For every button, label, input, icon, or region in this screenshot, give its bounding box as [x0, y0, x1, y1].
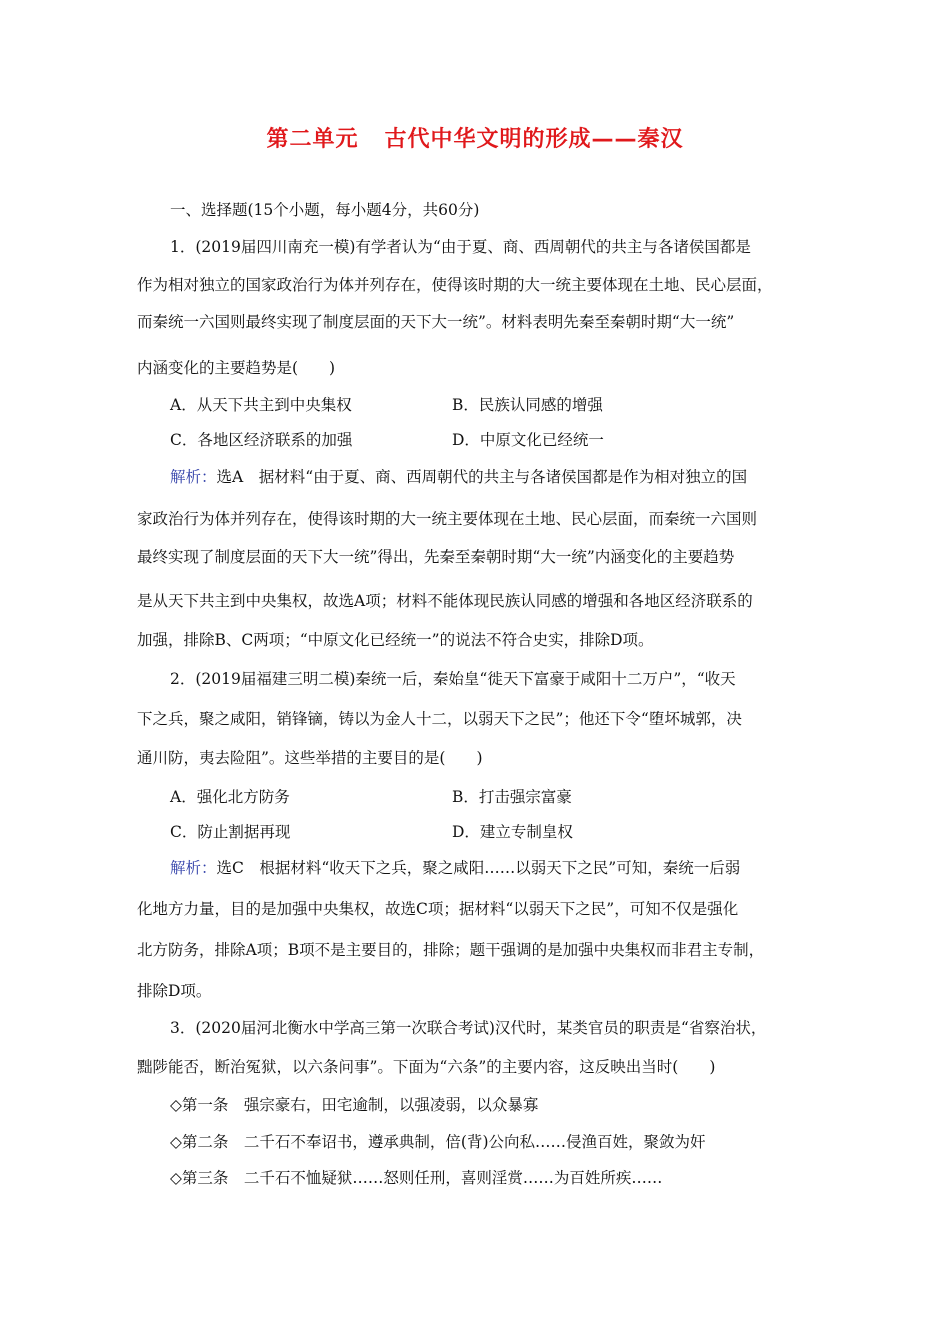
q3-item-1: ◇第一条 强宗豪右，田宅逾制，以强凌弱，以众暴寡 [170, 1096, 539, 1114]
q1-option-c: C．各地区经济联系的加强 [170, 431, 353, 449]
page-title [0, 122, 950, 153]
q1-analysis-line-2: 家政治行为体并列存在，使得该时期的大一统主要体现在土地、民心层面，而秦统一六国则 [137, 510, 758, 528]
q2-option-d: D．建立专制皇权 [452, 823, 573, 841]
section-heading: 一、选择题(15个小题，每小题4分，共60分) [170, 201, 480, 219]
q1-analysis-line-4: 是从天下共主到中央集权，故选A项；材料不能体现民族认同感的增强和各地区经济联系的 [137, 592, 753, 610]
q3-item-3: ◇第三条 二千石不恤疑狱……怒则任刑，喜则淫赏……为百姓所疾…… [170, 1169, 663, 1187]
q3-line-1: 3．(2020届河北衡水中学高三第一次联合考试)汉代时，某类官员的职责是“省察治状， [170, 1019, 767, 1037]
q1-analysis-label: 解析： [170, 468, 217, 486]
q1-analysis-text: 选A 据材料“由于夏、商、西周朝代的共主与各诸侯国都是作为相对独立的国 [216, 468, 748, 486]
q2-line-2: 下之兵，聚之咸阳，销锋镝，铸以为金人十二，以弱天下之民”；他还下令“堕坏城郭，决 [137, 710, 742, 728]
q1-analysis-line-3: 最终实现了制度层面的天下大一统”得出，先秦至秦朝时期“大一统”内涵变化的主要趋势 [137, 548, 735, 566]
q1-line-3: 而秦统一六国则最终实现了制度层面的天下大一统”。材料表明先秦至秦朝时期“大一统” [137, 313, 735, 331]
q3-item-2: ◇第二条 二千石不奉诏书，遵承典制，倍(背)公向私……侵渔百姓，聚敛为奸 [170, 1133, 706, 1151]
unit-label: 第二单元 [266, 127, 359, 152]
q2-option-b: B．打击强宗富豪 [452, 788, 572, 806]
q1-analysis-line-5: 加强，排除B、C两项；“中原文化已经统一”的说法不符合史实，排除D项。 [137, 631, 654, 649]
q2-analysis-line-1 [170, 857, 740, 879]
unit-topic: 古代中华文明的形成——秦汉 [384, 127, 684, 152]
q2-option-a: A．强化北方防务 [170, 788, 290, 806]
q2-analysis-line-3: 北方防务，排除A项；B项不是主要目的，排除；题干强调的是加强中央集权而非君主专制， [137, 941, 765, 959]
q2-line-1: 2．(2019届福建三明二模)秦统一后，秦始皇“徙天下富豪于咸阳十二万户”，“收天 [170, 670, 736, 688]
q2-analysis-text: 选C 根据材料“收天下之兵，聚之咸阳……以弱天下之民”可知，秦统一后弱 [216, 859, 741, 877]
q1-line-2: 作为相对独立的国家政治行为体并列存在，使得该时期的大一统主要体现在土地、民心层面， [137, 276, 773, 294]
q3-line-2: 黜陟能否，断治冤狱，以六条问事”。下面为“六条”的主要内容，这反映出当时( ) [137, 1058, 716, 1076]
q1-option-a: A．从天下共主到中央集权 [170, 396, 352, 414]
q1-option-d: D．中原文化已经统一 [452, 431, 604, 449]
q1-line-4: 内涵变化的主要趋势是( ) [137, 359, 336, 377]
q1-option-b: B．民族认同感的增强 [452, 396, 603, 414]
q2-analysis-line-4: 排除D项。 [137, 982, 212, 1000]
q1-line-1: 1．(2019届四川南充一模)有学者认为“由于夏、商、西周朝代的共主与各诸侯国都是 [170, 238, 751, 256]
q1-analysis-line-1 [170, 466, 747, 488]
q2-line-3: 通川防，夷去险阻”。这些举措的主要目的是( ) [137, 749, 483, 767]
q2-option-c: C．防止割据再现 [170, 823, 291, 841]
q2-analysis-line-2: 化地方力量，目的是加强中央集权，故选C项；据材料“以弱天下之民”，可知不仅是强化 [137, 900, 739, 918]
q2-analysis-label: 解析： [170, 859, 217, 877]
